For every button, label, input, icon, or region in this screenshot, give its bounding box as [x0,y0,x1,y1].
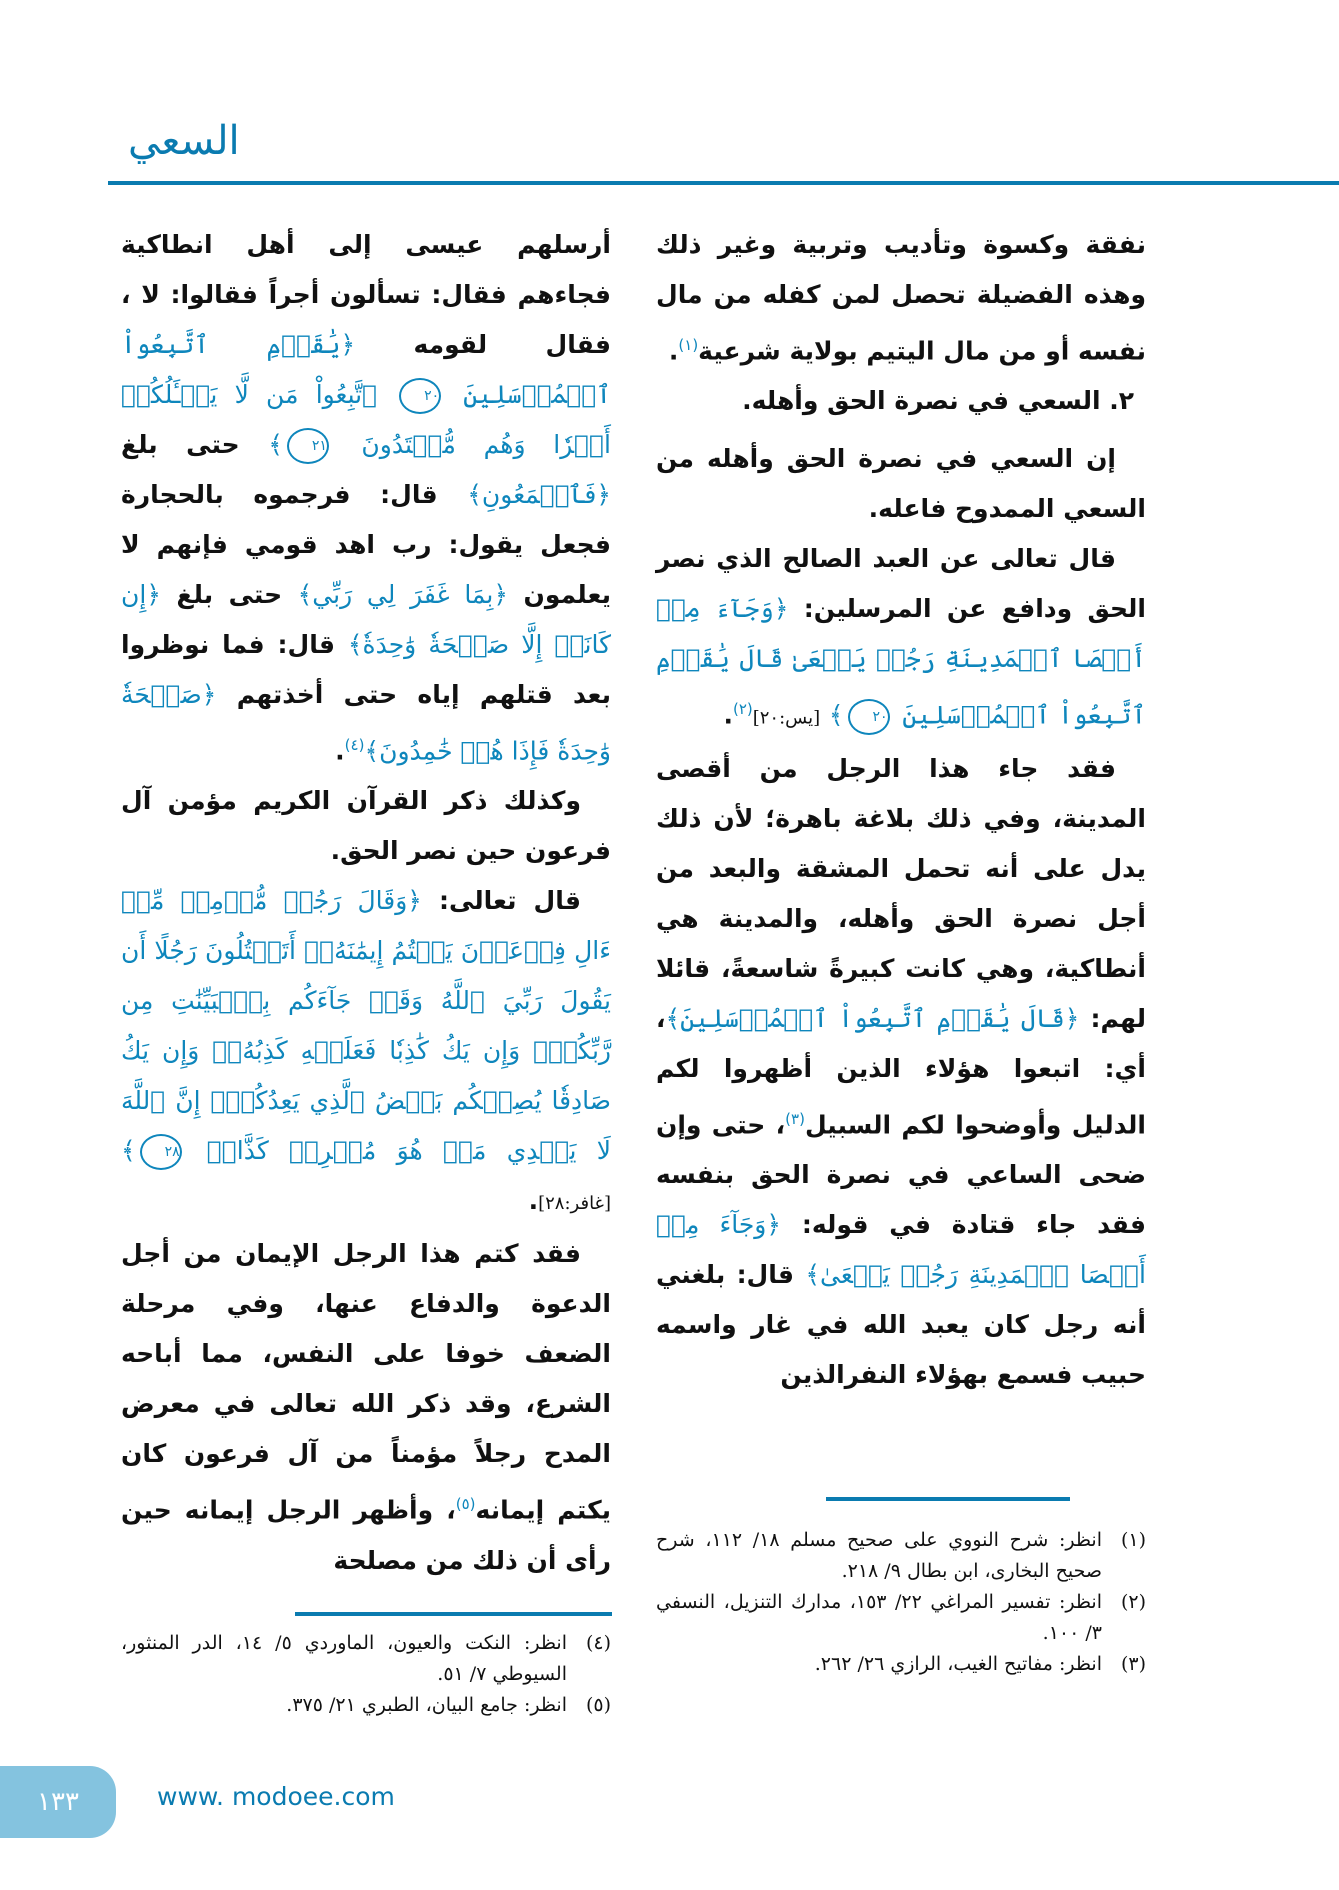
quran-close-bracket-icon: ﴾ [467,480,482,509]
footnote-text: انظر: مفاتيح الغيب، الرازي ٢٦/ ٢٦٢. [814,1653,1102,1675]
paragraph-text: ، وأظهر الرجل إيمانه حين رأى أن ذلك من مصلحة [121,1495,611,1575]
paragraph [121,1229,611,1585]
paragraph-text: أرسلهم عيسى إلى أهل انطاكية فجاءهم فقال: تسألون أجراً فقالوا: لا ، فقال لقومه [121,230,611,359]
ayah-number-marker: ٢٠ [848,699,890,735]
quran-open-bracket-icon: ﴿ [773,594,789,624]
punctuation: . [668,336,679,366]
footnote-ref[interactable]: (٢) [732,700,753,719]
ayah-number-marker: ٢١ [287,428,329,464]
paragraph-text: ، حتى وإن ضحى الساعي في نصرة الحق بنفسه فقد جاء قتادة في قوله: [656,1109,1146,1239]
quran-close-bracket-icon: ﴾ [665,1003,681,1033]
paragraph [121,220,611,776]
quran-open-bracket-icon: ﴿ [407,886,422,916]
quran-close-bracket-icon: ﴾ [805,1259,821,1289]
quran-close-bracket-icon: ﴾ [268,430,283,459]
paragraph-text: حتى بلغ [176,580,283,609]
quran-verse: وَجَآءَ مِنۡ أَقۡصَا ٱلۡمَدِينَةِ رَجُلٞ يَسۡعَىٰ [656,1209,1146,1289]
paragraph [656,744,1146,1400]
footnotes-right [656,1525,1146,1680]
quran-open-bracket-icon: ﴿ [596,480,611,509]
quran-verse: يَٰقَوۡمِ ٱتَّبِعُواْ ٱلۡمُرۡسَلِينَ [121,330,611,409]
quran-close-bracket-icon: ﴾ [828,700,844,730]
paragraph-text: ، أي: اتبعوا هؤلاء الذين أظهروا لكم الدليل وأوضحوا لكم السبيل [656,1003,1146,1139]
footnote [121,1628,611,1690]
footnote-number: (١) [1120,1529,1146,1551]
footnote-ref[interactable]: (٥) [455,1495,476,1514]
quran-open-bracket-icon: ﴿ [340,330,356,359]
footnote-number: (٣) [1120,1653,1146,1675]
paragraph [656,220,1146,376]
ayah-number-marker: ٢٠ [399,378,441,414]
section-heading: ٢. السعي في نصرة الحق وأهله. [742,386,1134,416]
quran-verse: قَالَ يَٰقَوۡمِ ٱتَّبِعُواْ ٱلۡمُرۡسَلِينَ [680,1003,1065,1033]
footnote [656,1525,1146,1587]
quran-verse: بِمَا غَفَرَ لِي رَبِّي [312,580,494,609]
paragraph-text: حتى بلغ [121,430,240,459]
footnote-number: (٥) [585,1694,611,1716]
punctuation: . [723,700,733,730]
paragraph-text: قال: بلغني أنه رجل كان يعبد الله في غار واسمه حبيب فسمع بهؤلاء النفرالذين [656,1259,1146,1389]
quran-close-bracket-icon: ﴾ [347,630,363,659]
paragraph-text: نفقة وكسوة وتأديب وتربية وغير ذلك وهذه الفضيلة تحصل لمن كفله من مال نفسه أو من مال اليتيم بولاية شرعية [656,230,1146,366]
paragraph-text: قال: فما نوظروا بعد قتلهم إياه حتى أخذتهم [121,630,611,709]
left-column [121,220,611,1586]
footnote [656,1649,1146,1680]
quran-verse: إِن كَانَتۡ إِلَّا صَيۡحَةٗ وَٰحِدَةٗ [121,580,611,659]
footnote [656,1587,1146,1649]
running-header-title: السعي [128,118,240,164]
footnote-number: (٢) [1120,1591,1146,1613]
footnote-ref[interactable]: (١) [678,336,699,354]
footnote-text: انظر: تفسير المراغي ٢٢/ ١٥٣، مدارك التنزيل، النسفي ٣/ ١٠٠. [656,1591,1102,1644]
footnote-separator [295,1612,612,1616]
footnote-text: انظر: جامع البيان، الطبري ٢١/ ٣٧٥. [286,1694,567,1716]
quran-verse: وَقَالَ رَجُلٞ مُّؤۡمِنٞ مِّنۡ ءَالِ فِرۡعَوۡنَ يَكۡتُمُ إِيمَٰنَهُۥٓ أَتَقۡتُلُونَ رَجُلًا أَن يَقُولَ رَبِّيَ ٱللَّهُ وَقَدۡ جَآءَكُم بِٱلۡبَيِّنَٰتِ مِن رَّبِّكُمۡۖ وَإِن يَكُ كَٰذِبٗا فَعَلَيۡهِ كَذِبُهُۥۖ وَإِن يَكُ صَادِقٗا يُصِبۡكُم بَعۡضُ ٱلَّذِي يَعِدُكُمۡۖ إِنَّ ٱللَّهَ لَا يَهۡدِي مَنۡ هُوَ مُسۡرِفٞ كَذَّابٞ [121,886,611,1166]
punctuation: . [335,736,345,766]
quran-verse: وَجَآءَ مِنۡ أَقۡصَا ٱلۡمَدِينَةِ رَجُلٞ يَسۡعَىٰ قَالَ يَٰقَوۡمِ ٱتَّبِعُواْ ٱلۡمُرۡسَلِينَ [656,594,1146,730]
quran-verse: ٱتَّبِعُواْ مَن لَّا يَسۡـَٔلُكُمۡ أَجۡرٗا وَهُم مُّهۡتَدُونَ [121,380,611,459]
footnote-text: انظر: النكت والعيون، الماوردي ٥/ ١٤، الدر المنثور، السيوطي ٧/ ٥١. [121,1632,568,1685]
quran-close-bracket-icon: ﴾ [297,580,313,609]
footnote [121,1690,611,1721]
quran-citation: [غافر:٢٨] [538,1193,611,1215]
paragraph-text: قال تعالى عن العبد الصالح الذي نصر الحق ودافع عن المرسلين: [656,544,1146,624]
paragraph-text: فقد جاء هذا الرجل من أقصى المدينة، وفي ذلك بلاغة باهرة؛ لأن ذلك يدل على أنه تحمل المشقة والبعد من أجل نصرة الحق وأهله، والمدينة هي أنطاكية، وهي كانت كبيرةً شاسعةً، قائلا لهم: [656,753,1146,1033]
quran-open-bracket-icon: ﴿ [146,580,161,609]
quran-close-bracket-icon: ﴾ [121,1136,136,1166]
paragraph: إن السعي في نصرة الحق وأهله من السعي الممدوح فاعله. [656,444,1146,524]
website-link[interactable]: www. modoee.com [157,1782,395,1811]
punctuation: . [528,1186,539,1216]
paragraph-text: قال: فرجموه بالحجارة فجعل يقول: رب اهد قومي فإنهم لا يعلمون [121,480,611,609]
footnote-ref[interactable]: (٤) [344,736,365,754]
quran-open-bracket-icon: ﴿ [493,580,509,609]
quran-open-bracket-icon: ﴿ [766,1209,782,1239]
quran-citation: [يس:٢٠] [752,707,821,729]
footnote-separator [826,1497,1070,1501]
ayah-number-marker: ٢٨ [140,1134,182,1170]
footnote-ref[interactable]: (٣) [785,1109,805,1128]
paragraph: وكذلك ذكر القرآن الكريم مؤمن آل فرعون حين نصر الحق. [121,786,611,866]
quran-open-bracket-icon: ﴿ [201,680,217,709]
quran-verse: فَٱسۡمَعُونِ [481,480,597,509]
header-rule [108,181,1339,185]
footnotes-left [121,1628,611,1721]
quran-verse: صَيۡحَةٗ وَٰحِدَةٗ فَإِذَا هُمۡ خَٰمِدُونَ [121,680,611,766]
paragraph-text: فقد كتم هذا الرجل الإيمان من أجل الدعوة والدفاع عنها، وفي مرحلة الضعف خوفا على النفس، مما أباحه الشرع، وقد ذكر الله تعالى في معرض المدح رجلاً مؤمناً من آل فرعون كان يكتم إيمانه [121,1239,611,1525]
paragraph-text: قال تعالى: [438,886,581,916]
paragraph [121,876,611,1229]
footnote-number: (٤) [585,1632,611,1654]
page-number-tab: ١٣٣ [0,1766,116,1838]
quran-close-bracket-icon: ﴾ [364,736,380,766]
right-column [656,220,1146,1400]
paragraph [656,534,1146,743]
footnote-text: انظر: شرح النووي على صحيح مسلم ١٨/ ١١٢، شرح صحيح البخارى، ابن بطال ٩/ ٢١٨. [656,1529,1102,1582]
quran-open-bracket-icon: ﴿ [1064,1003,1080,1033]
